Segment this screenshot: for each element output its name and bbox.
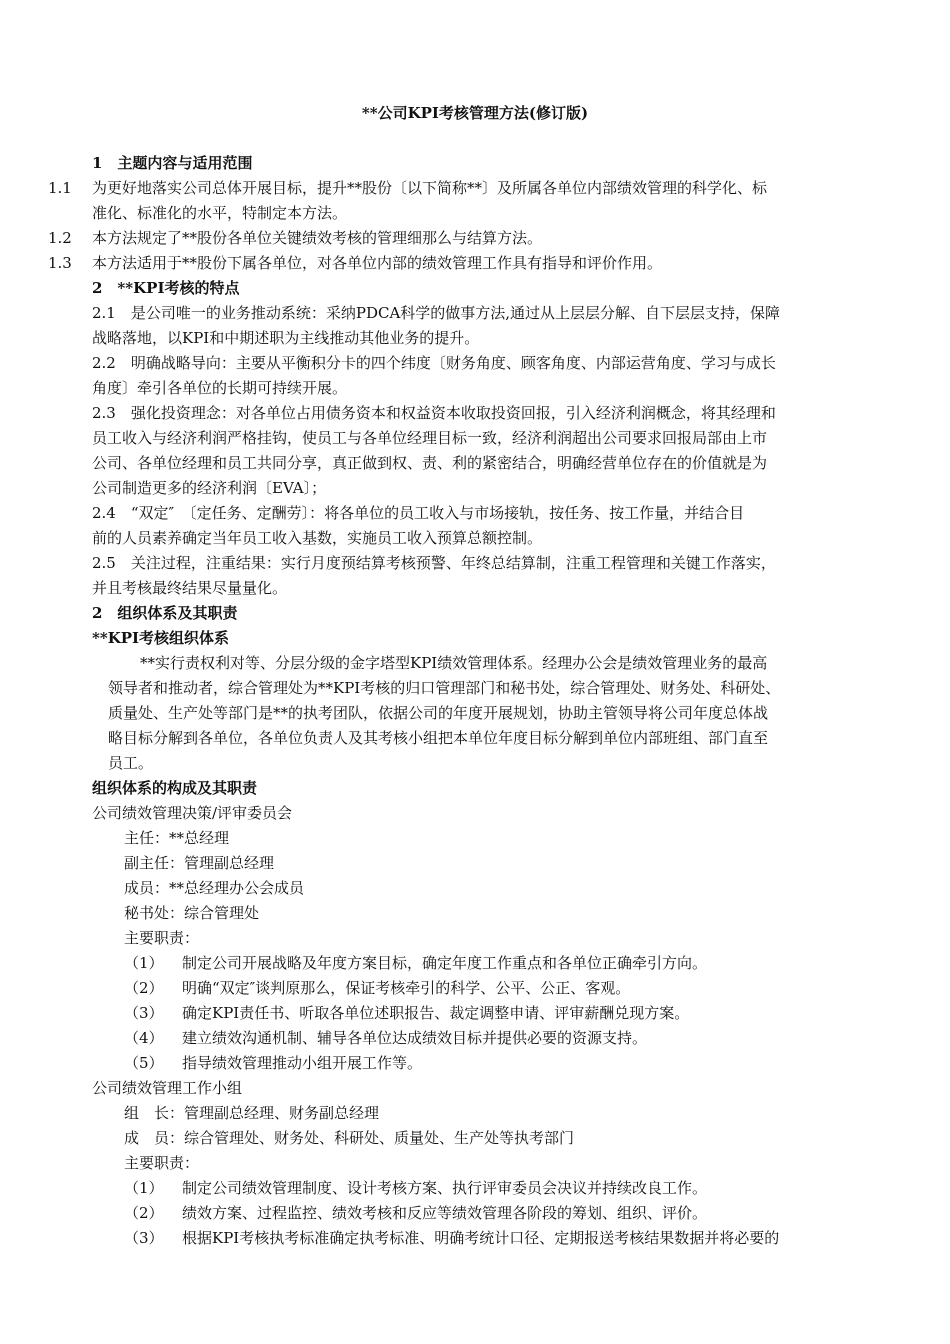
committee-duty-text: 明确“双定″谈判原那么，保证考核牵引的科学、公平、公正、客观。 (182, 979, 631, 997)
committee-duties-label: 主要职责： (124, 929, 200, 947)
committee-duty-number: （5） (124, 1054, 164, 1072)
section-1-heading: 1 主题内容与适用范围 (92, 154, 253, 172)
committee-duty-text: 确定KPI责任书、听取各单位述职报告、裁定调整申请、评审薪酬兑现方案。 (182, 1004, 690, 1022)
committee-duty-text: 制定公司开展战略及年度方案目标，确定年度工作重点和各单位正确牵引方向。 (182, 954, 708, 972)
item-2-3-line-1: 2.3 强化投资理念：对各单位占用债务资本和权益资本收取投资回报，引入经济利润概念，将其经理和 (92, 404, 776, 422)
item-2-2-line-2: 角度〕牵引各单位的长期可持续开展。 (92, 379, 348, 397)
section-3-heading: 2 组织体系及其职责 (92, 604, 238, 622)
working-group-leader: 组 长：管理副总经理、财务副总经理 (124, 1104, 380, 1122)
org-paragraph-line-1: **实行责权利对等、分层分级的金字塔型KPI绩效管理体系。经理办公会是绩效管理业务的最高 (140, 654, 768, 672)
org-paragraph-line-4: 略目标分解到各单位，各单位负责人及其考核小组把本单位年度目标分解到单位内部班组、部门直至 (108, 729, 769, 747)
committee-members: 成员：**总经理办公会成员 (124, 879, 305, 897)
item-2-4-line-2: 前的人员素养确定当年员工收入基数，实施员工收入预算总额控制。 (92, 529, 543, 547)
working-group-duty-number: （1） (124, 1179, 164, 1197)
item-1-1-number: 1.1 (48, 179, 72, 197)
item-2-3-line-3: 公司、各单位经理和员工共同分享，真正做到权、责、利的紧密结合，明确经营单位存在的价值就是为 (92, 454, 768, 472)
item-2-5-line-2: 并且考核最终结果尽量量化。 (92, 579, 288, 597)
subsection-kpi-org-system: **KPI考核组织体系 (92, 629, 230, 647)
committee-duty-number: （3） (124, 1004, 164, 1022)
item-2-3-line-2: 员工收入与经济利润严格挂钩，使员工与各单位经理目标一致，经济利润超出公司要求回报局部由上市 (92, 429, 768, 447)
item-2-4-line-1: 2.4 “双定″ 〔定任务、定酬劳〕：将各单位的员工收入与市场接轨，按任务、按工作量，并结合目 (92, 504, 745, 522)
working-group-duty-text: 绩效方案、过程监控、绩效考核和反应等绩效管理各阶段的筹划、组织、评价。 (182, 1204, 708, 1222)
committee-duty-number: （4） (124, 1029, 164, 1047)
item-1-1-line-1: 为更好地落实公司总体开展目标，提升**股份〔以下简称**〕及所属各单位内部绩效管理的科学化、标 (92, 179, 768, 197)
item-2-1-line-2: 战略落地，以KPI和中期述职为主线推动其他业务的提升。 (92, 329, 480, 347)
section-2-heading: 2 **KPI考核的特点 (92, 279, 240, 297)
committee-director: 主任：**总经理 (124, 829, 230, 847)
item-1-3-number: 1.3 (48, 254, 72, 272)
committee-duty-number: （1） (124, 954, 164, 972)
working-group-duty-number: （3） (124, 1229, 164, 1247)
working-group-members: 成 员：综合管理处、财务处、科研处、质量处、生产处等执考部门 (124, 1129, 575, 1147)
committee-title: 公司绩效管理决策/评审委员会 (92, 804, 293, 822)
item-1-3-line-1: 本方法适用于**股份下属各单位，对各单位内部的绩效管理工作具有指导和评价作用。 (92, 254, 663, 272)
working-group-duty-text: 制定公司绩效管理制度、设计考核方案、执行评审委员会决议并持续改良工作。 (182, 1179, 708, 1197)
working-group-title: 公司绩效管理工作小组 (92, 1079, 243, 1097)
working-group-duty-number: （2） (124, 1204, 164, 1222)
item-2-3-line-4: 公司制造更多的经济利润〔EVA〕； (92, 479, 327, 497)
item-1-2-line-1: 本方法规定了**股份各单位关键绩效考核的管理细那么与结算方法。 (92, 229, 543, 247)
item-1-1-line-2: 准化、标准化的水平，特制定本方法。 (92, 204, 348, 222)
committee-duty-number: （2） (124, 979, 164, 997)
committee-deputy: 副主任：管理副总经理 (124, 854, 275, 872)
document-title: **公司KPI考核管理方法(修订版) (361, 104, 589, 122)
item-2-1-line-1: 2.1 是公司唯一的业务推动系统：采纳PDCA科学的做事方法,通过从上层层分解、自下层层支持，保障 (92, 304, 781, 322)
org-paragraph-line-5: 员工。 (108, 754, 154, 772)
working-group-duties-label: 主要职责： (124, 1154, 200, 1172)
working-group-duty-text: 根据KPI考核执考标准确定执考标准、明确考统计口径、定期报送考核结果数据并将必要的 (182, 1229, 780, 1247)
committee-secretary: 秘书处：综合管理处 (124, 904, 260, 922)
org-paragraph-line-2: 领导者和推动者，综合管理处为**KPI考核的归口管理部门和秘书处，综合管理处、财务处、科研处、 (108, 679, 781, 697)
committee-duty-text: 指导绩效管理推动小组开展工作等。 (182, 1054, 423, 1072)
subsection-org-structure: 组织体系的构成及其职责 (92, 779, 258, 797)
item-2-2-line-1: 2.2 明确战略导向：主要从平衡积分卡的四个纬度〔财务角度、顾客角度、内部运营角度、学习与成长 (92, 354, 776, 372)
org-paragraph-line-3: 质量处、生产处等部门是**的执考团队，依据公司的年度开展规划，协助主管领导将公司年度总体战 (108, 704, 769, 722)
item-1-2-number: 1.2 (48, 229, 72, 247)
committee-duty-text: 建立绩效沟通机制、辅导各单位达成绩效目标并提供必要的资源支持。 (182, 1029, 648, 1047)
item-2-5-line-1: 2.5 关注过程，注重结果：实行月度预结算考核预警、年终总结算制，注重工程管理和关键工作落实， (92, 554, 776, 572)
